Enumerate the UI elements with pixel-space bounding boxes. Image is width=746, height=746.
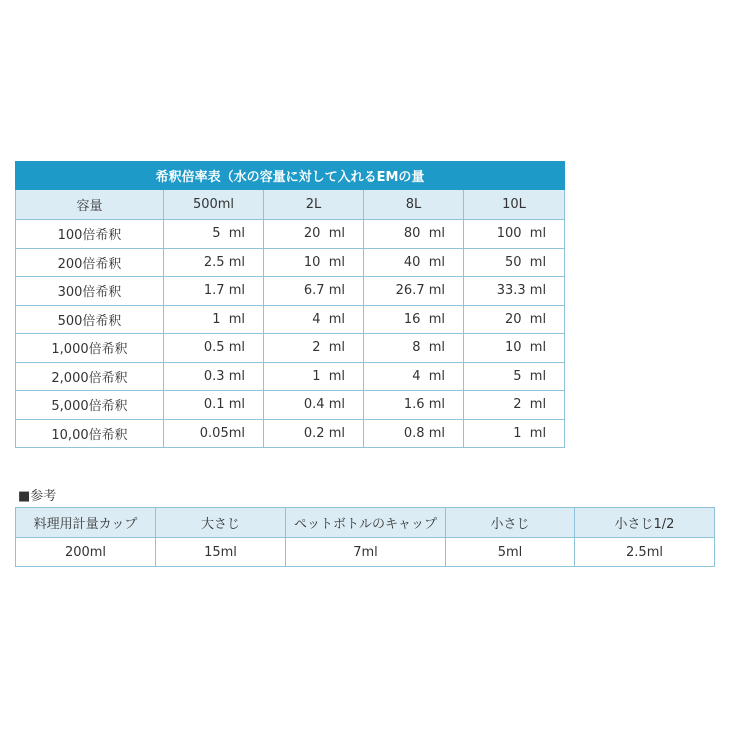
reference-header-row (16, 508, 715, 538)
table-cell: 200ml (16, 538, 156, 567)
table-cell: 5 ml (164, 220, 264, 249)
table-cell: 2.5 ml (164, 248, 264, 277)
table-cell: 26.7 ml (364, 277, 464, 306)
row-label: 500倍希釈 (16, 305, 164, 334)
header-tablespoon: 大さじ (156, 508, 286, 538)
table-cell: 1 ml (164, 305, 264, 334)
table-cell: 1 ml (464, 419, 565, 448)
table-cell: 0.1 ml (164, 391, 264, 420)
table-cell: 2 ml (464, 391, 565, 420)
reference-table (15, 507, 715, 567)
dilution-table (15, 161, 565, 448)
header-2l: 2L (264, 190, 364, 220)
header-bottle-cap: ペットボトルのキャップ (286, 508, 446, 538)
row-label: 10,00倍希釈 (16, 419, 164, 448)
header-measuring-cup: 料理用計量カップ (16, 508, 156, 538)
row-label: 5,000倍希釈 (16, 391, 164, 420)
table-cell: 80 ml (364, 220, 464, 249)
table-cell: 0.4 ml (264, 391, 364, 420)
reference-label: ■参考 (18, 489, 57, 504)
header-capacity: 容量 (16, 190, 164, 220)
table-row (16, 248, 565, 277)
table-cell: 2.5ml (575, 538, 715, 567)
row-label: 1,000倍希釈 (16, 334, 164, 363)
table-cell: 6.7 ml (264, 277, 364, 306)
table-cell: 1 ml (264, 362, 364, 391)
header-10l: 10L (464, 190, 565, 220)
dilution-table-title: 希釈倍率表（水の容量に対して入れるEMの量 (16, 162, 565, 190)
table-cell: 8 ml (364, 334, 464, 363)
table-row (16, 362, 565, 391)
header-8l: 8L (364, 190, 464, 220)
table-row (16, 538, 715, 567)
table-cell: 40 ml (364, 248, 464, 277)
row-label: 2,000倍希釈 (16, 362, 164, 391)
table-cell: 0.05ml (164, 419, 264, 448)
table-cell: 10 ml (464, 334, 565, 363)
table-row (16, 220, 565, 249)
table-cell: 0.3 ml (164, 362, 264, 391)
row-label: 300倍希釈 (16, 277, 164, 306)
table-cell: 1.7 ml (164, 277, 264, 306)
table-cell: 10 ml (264, 248, 364, 277)
table-row (16, 277, 565, 306)
table-cell: 20 ml (464, 305, 565, 334)
table-row (16, 391, 565, 420)
dilution-table-header-row (16, 190, 565, 220)
table-cell: 15ml (156, 538, 286, 567)
table-row (16, 305, 565, 334)
row-label: 200倍希釈 (16, 248, 164, 277)
header-teaspoon: 小さじ (446, 508, 575, 538)
table-row (16, 334, 565, 363)
table-cell: 0.8 ml (364, 419, 464, 448)
table-cell: 0.5 ml (164, 334, 264, 363)
table-cell: 4 ml (264, 305, 364, 334)
row-label: 100倍希釈 (16, 220, 164, 249)
table-cell: 50 ml (464, 248, 565, 277)
table-cell: 1.6 ml (364, 391, 464, 420)
table-cell: 16 ml (364, 305, 464, 334)
table-cell: 5 ml (464, 362, 565, 391)
table-cell: 0.2 ml (264, 419, 364, 448)
table-cell: 2 ml (264, 334, 364, 363)
table-cell: 5ml (446, 538, 575, 567)
table-row (16, 419, 565, 448)
table-cell: 20 ml (264, 220, 364, 249)
table-cell: 7ml (286, 538, 446, 567)
table-cell: 100 ml (464, 220, 565, 249)
table-cell: 4 ml (364, 362, 464, 391)
header-half-teaspoon: 小さじ1/2 (575, 508, 715, 538)
header-500ml: 500ml (164, 190, 264, 220)
table-cell: 33.3 ml (464, 277, 565, 306)
